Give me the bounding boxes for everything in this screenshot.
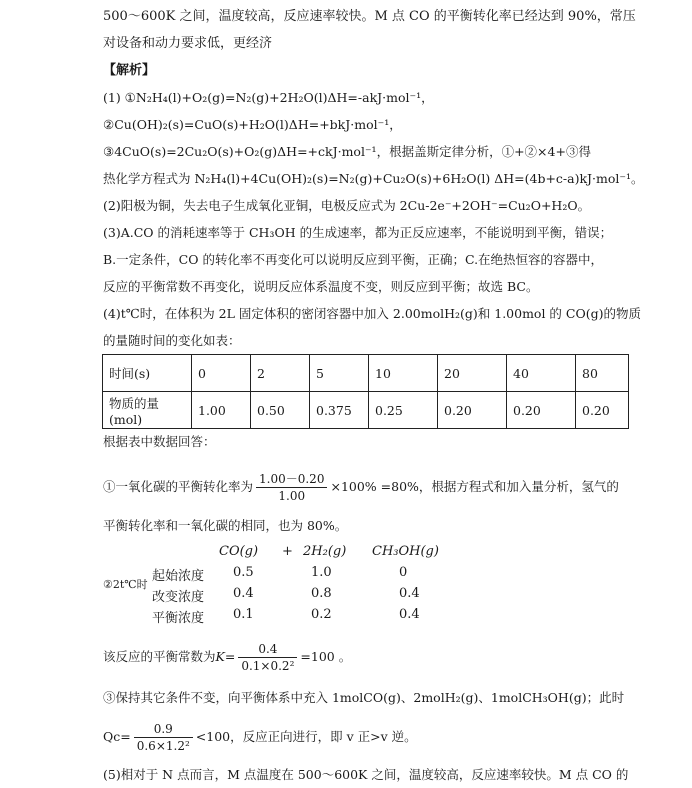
data-table: [102, 354, 629, 429]
paragraph-3a: (3)A.CO 的消耗速率等于 CH₃OH 的生成速率，都为正反应速率，不能说明到平衡，错误；: [103, 225, 613, 240]
ice-label-prefix: ②2t℃时: [103, 578, 148, 591]
paragraph-7: 平衡转化率和一氧化碳的相同，也为 80%。: [103, 518, 348, 533]
fraction-denominator: 0.1×0.2²: [241, 659, 295, 673]
table-cell: 时间(s): [103, 355, 192, 392]
table-cell: 5: [310, 355, 369, 392]
table-cell: 1.00: [192, 392, 251, 429]
ice-value: 0.5: [233, 565, 254, 580]
equation-3: ③4CuO(s)=2Cu₂O(s)+O₂(g)ΔH=+ckJ·mol⁻¹，根据盖斯定律分析，①+②×4+③得: [103, 144, 591, 159]
equilibrium-constant-formula: 该反应的平衡常数为K= $\frac{0.4}{\text{0.1×0.2²}}$ =100 。: [103, 642, 352, 673]
formula-prefix: ①一氧化碳的平衡转化率为: [103, 479, 254, 494]
table-cell: 0.20: [576, 392, 629, 429]
ice-species-h2: 2H₂(g): [303, 544, 347, 559]
equation-2: ②Cu(OH)₂(s)=CuO(s)+H₂O(l)ΔH=+bkJ·mol⁻¹，: [103, 117, 402, 132]
ice-species-co: CO(g): [219, 544, 259, 559]
paragraph-9: (5)相对于 N 点而言，M 点温度在 500～600K 之间，温度较高，反应速率较快。M 点 CO 的: [103, 767, 629, 782]
ice-value: 0.4: [233, 586, 254, 601]
paragraph-4a: (4)t℃时，在体积为 2L 固定体积的密闭容器中加入 2.00molH₂(g)和 1.00mol 的 CO(g)的物质: [103, 306, 641, 321]
table-cell: 40: [507, 355, 576, 392]
equation-4: 热化学方程式为 N₂H₄(l)+4Cu(OH)₂(s)=N₂(g)+Cu₂O(s)+6H₂O(l) ΔH=(4b+c-a)kJ·mol⁻¹。: [103, 171, 644, 186]
ice-species-plus: +: [282, 544, 293, 559]
ice-species-ch3oh: CH₃OH(g): [372, 544, 439, 559]
table-cell: 0.25: [369, 392, 438, 429]
formula-prefix: 该反应的平衡常数为: [103, 649, 216, 664]
table-cell: 80: [576, 355, 629, 392]
table-cell: 0: [192, 355, 251, 392]
fraction: [134, 721, 193, 754]
ice-row-label: 改变浓度: [152, 590, 205, 605]
paragraph-3b: B.一定条件，CO 的转化率不再变化可以说明反应到平衡，正确；C.在绝热恒容的容器中，: [103, 252, 604, 267]
table-cell: 0.20: [438, 392, 507, 429]
paragraph-4b: 的量随时间的变化如表：: [103, 333, 241, 348]
paragraph-3c: 反应的平衡常数不再变化，说明反应体系温度不变，则反应到平衡；故选 BC。: [103, 279, 539, 294]
ice-row-label: 起始浓度: [152, 569, 205, 584]
ice-row-label: 平衡浓度: [152, 611, 205, 626]
ice-value: 0.8: [311, 586, 332, 601]
table-header-row: [103, 355, 629, 392]
formula-prefix: Qc=: [103, 729, 131, 744]
text-line-2: 对设备和动力要求低，更经济: [103, 36, 273, 51]
ice-value: 0.1: [233, 607, 254, 622]
formula-suffix: ×100% =80%，根据方程式和加入量分析，氢气的: [330, 479, 619, 494]
formula-suffix: <100，反应正向进行，即 v 正>v 逆。: [195, 729, 417, 744]
table-cell: 2: [251, 355, 310, 392]
ice-value: 0.4: [399, 586, 420, 601]
qc-formula: [103, 720, 417, 754]
fraction-denominator: 0.6×1.2²: [136, 739, 190, 753]
formula-suffix: =100 。: [300, 649, 352, 664]
ice-value: 0.2: [311, 607, 332, 622]
paragraph-8: ③保持其它条件不变，向平衡体系中充入 1molCO(g)、2molH₂(g)、1molCH₃OH(g)；此时: [103, 690, 625, 705]
text-line-1: 500～600K 之间，温度较高，反应速率较快。M 点 CO 的平衡转化率已经达到 90%，常压: [103, 9, 636, 24]
table-cell: 0.375: [310, 392, 369, 429]
fraction-numerator: 0.4: [238, 641, 297, 658]
equation-1: (1) ①N₂H₄(l)+O₂(g)=N₂(g)+2H₂O(l)ΔH=-akJ·mol⁻¹，: [103, 90, 434, 105]
ice-value: 1.0: [311, 565, 332, 580]
paragraph-5: 根据表中数据回答：: [103, 434, 216, 449]
conversion-formula: [103, 470, 619, 504]
fraction: [238, 641, 297, 674]
paragraph-2: (2)阳极为铜，失去电子生成氧化亚铜，电极反应式为 2Cu-2e⁻+2OH⁻=Cu₂O+H₂O。: [103, 198, 591, 213]
table-cell: 20: [438, 355, 507, 392]
fraction-denominator: 1.00: [278, 489, 306, 503]
ice-value: 0: [399, 565, 408, 580]
table-cell: 0.20: [507, 392, 576, 429]
fraction-numerator: 1.00－0.20: [256, 471, 327, 488]
analysis-heading: 【解析】: [103, 63, 156, 78]
fraction: [256, 471, 327, 504]
table-cell: 10: [369, 355, 438, 392]
table-row: [103, 392, 629, 429]
table-cell: 0.50: [251, 392, 310, 429]
table-cell: 物质的量(mol): [103, 392, 192, 429]
ice-value: 0.4: [399, 607, 420, 622]
fraction-numerator: 0.9: [134, 721, 193, 738]
